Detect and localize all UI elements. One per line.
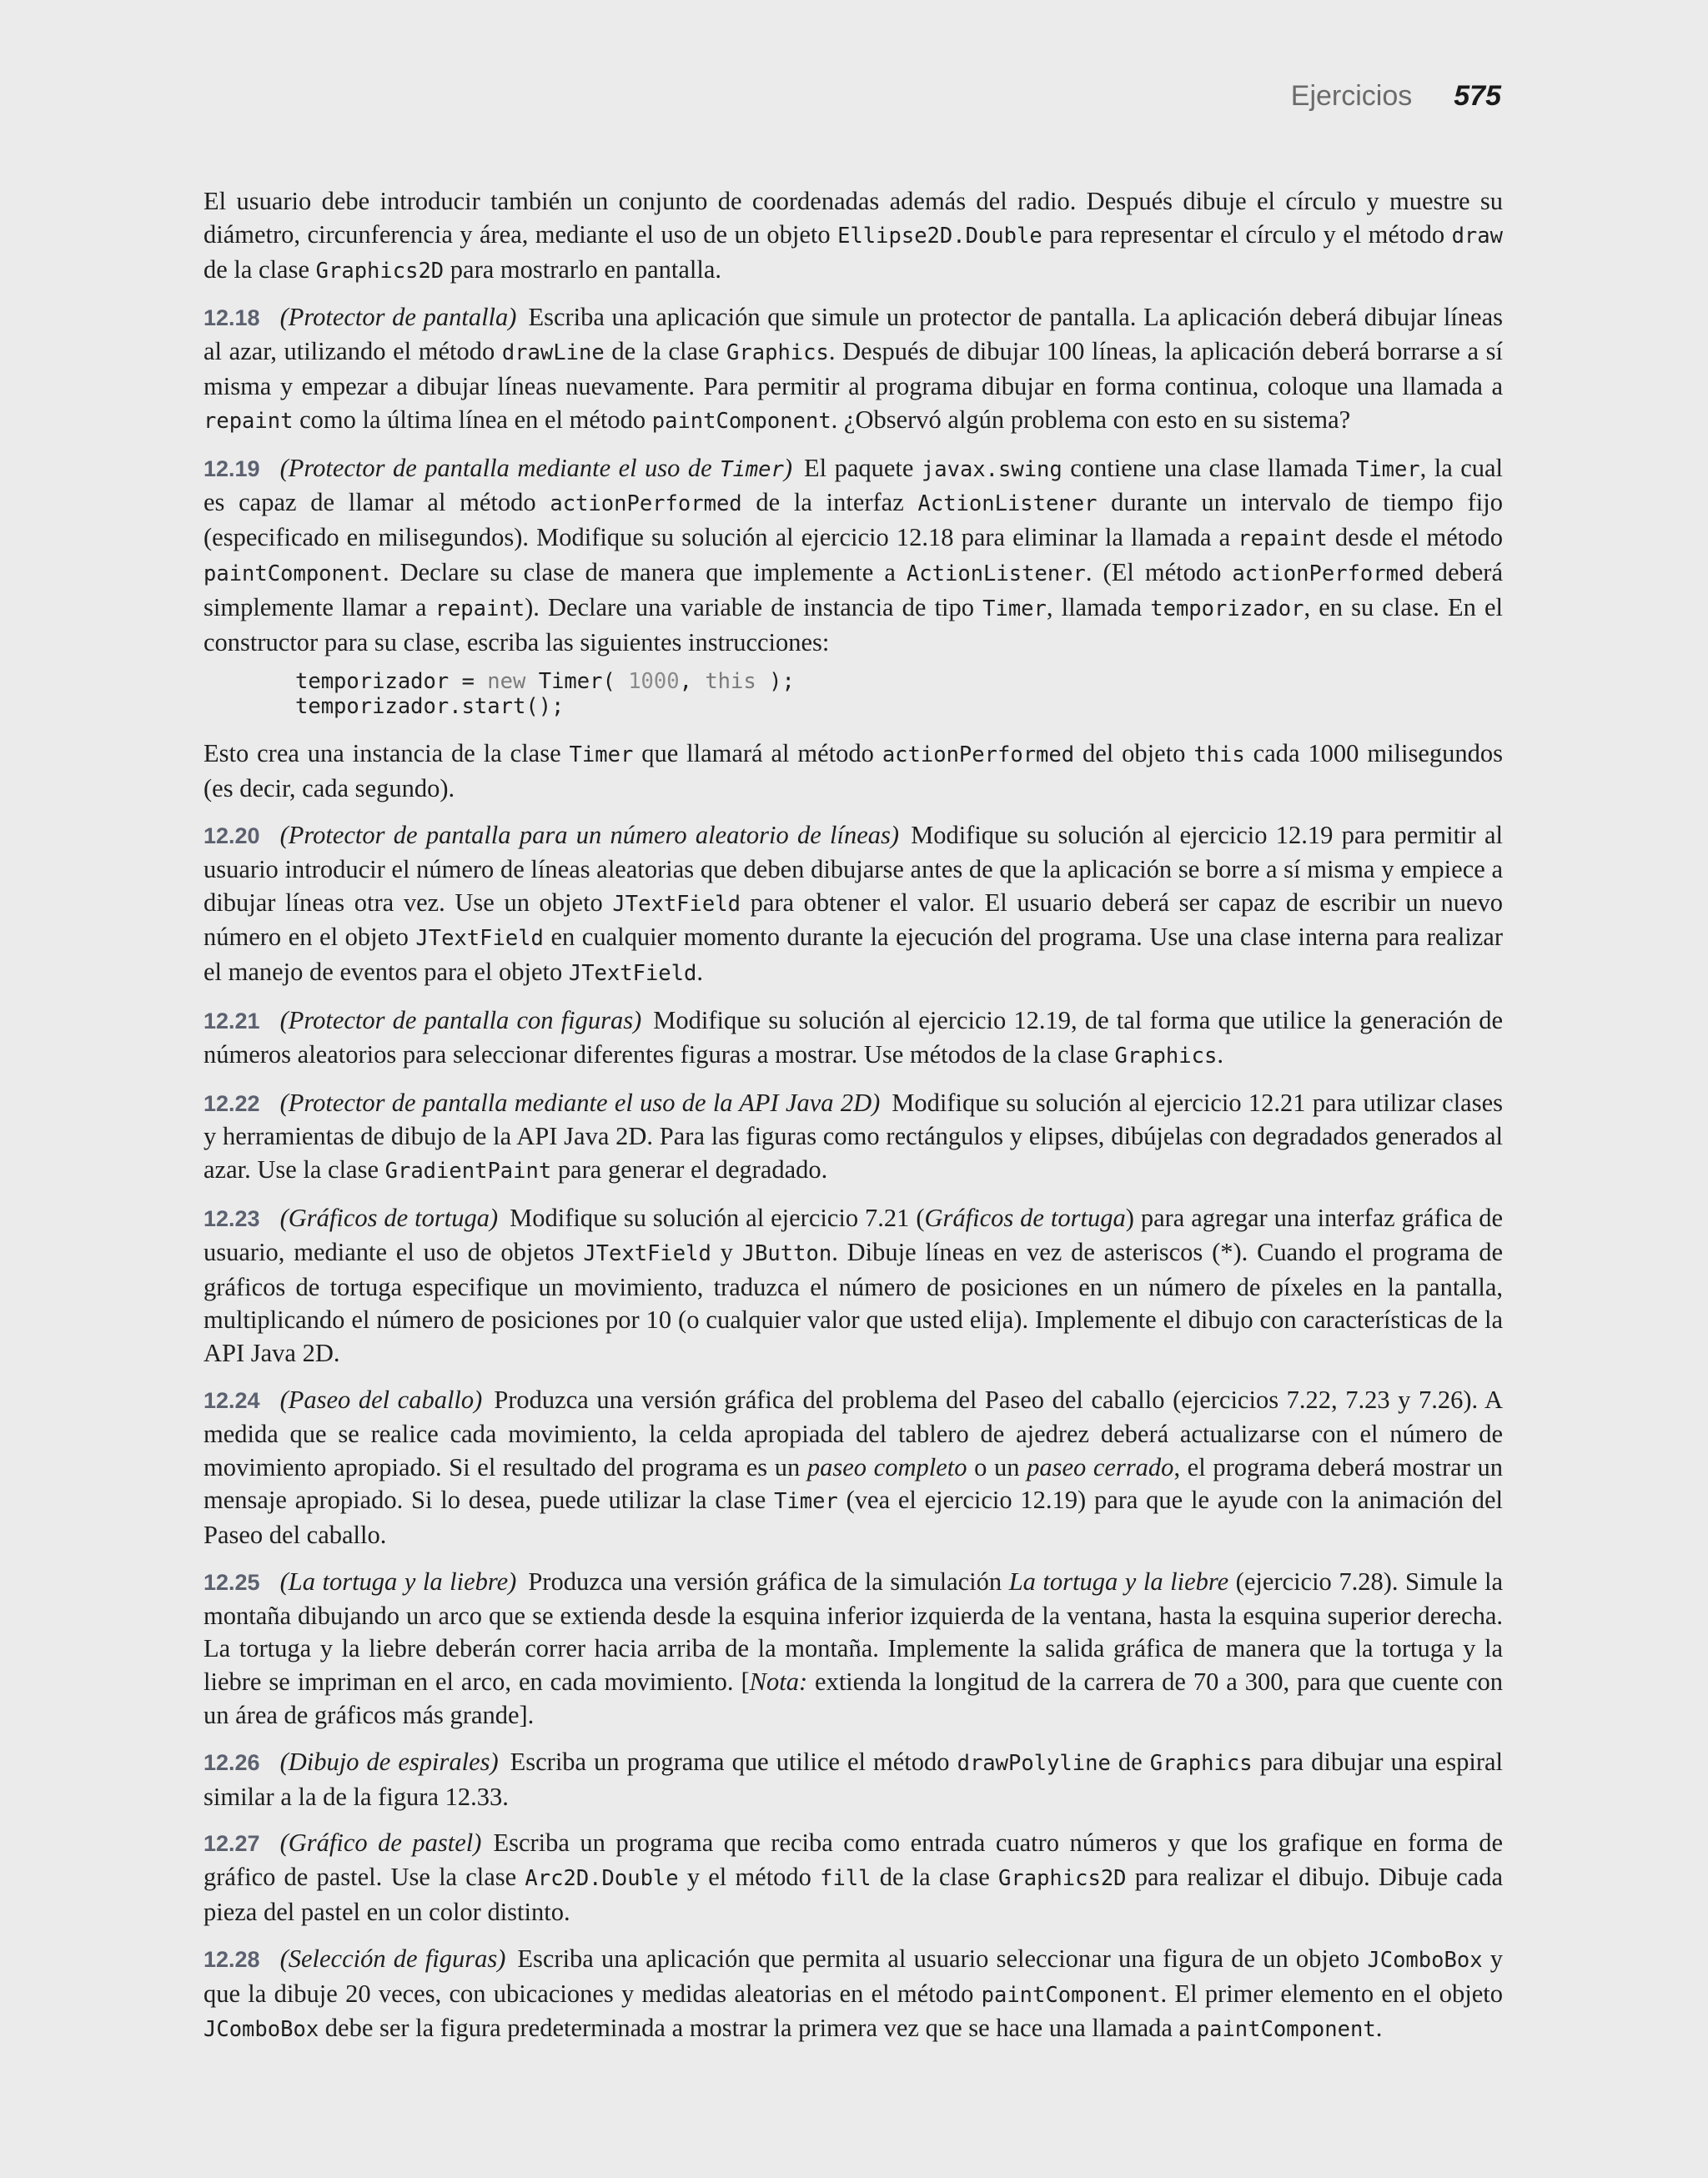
text: en cualquier momento durante la ejecución del programa. Use una clase interna para realizar el manejo de eventos para el objeto bbox=[203, 923, 1503, 987]
text: . bbox=[696, 958, 703, 987]
text: cada 1000 milisegundos (es decir, cada segundo). bbox=[203, 739, 1503, 803]
text: . (El método bbox=[1085, 557, 1233, 586]
exercise-title: (Selección de figuras) bbox=[279, 1944, 506, 1973]
text: o un bbox=[967, 1452, 1027, 1481]
text: Escriba un programa que utilice el método bbox=[510, 1747, 957, 1776]
text: deberá simplemente llamar a bbox=[203, 557, 1504, 621]
exercise-title: (Protector de pantalla para un número aleatorio de líneas) bbox=[279, 820, 900, 849]
text: para generar el degradado. bbox=[551, 1155, 828, 1185]
exercise-title: (Protector de pantalla con figuras) bbox=[279, 1005, 642, 1034]
code-line: temporizador.start(); bbox=[295, 694, 565, 720]
exercise-number: 12.25 bbox=[203, 1569, 260, 1595]
exercise-12-27 bbox=[203, 1827, 1503, 1929]
text: . ¿Observó algún problema con esto en su sistema? bbox=[831, 405, 1351, 434]
text: para dibujar una espiral similar a la de la figura 12.33. bbox=[203, 1747, 1503, 1811]
exercise-title: (Protector de pantalla) bbox=[279, 303, 517, 332]
exercise-12-22 bbox=[203, 1087, 1503, 1189]
exercise-12-23 bbox=[203, 1202, 1503, 1371]
code-term: fill bbox=[820, 1866, 872, 1892]
text: debe ser la figura predeterminada a mostrar la primera vez que se hace una llamada a bbox=[319, 2014, 1197, 2043]
code-term: actionPerformed bbox=[882, 742, 1075, 768]
code-term: JTextField bbox=[612, 891, 741, 917]
text: durante un intervalo de tiempo fijo (especificado en milisegundos). Modifique su solución al ejercicio 12.18 para eliminar la llamada a bbox=[203, 488, 1503, 552]
text: de la clase bbox=[203, 254, 316, 284]
text: que llamará al método bbox=[633, 739, 882, 768]
exercise-title: (Gráfico de pastel) bbox=[279, 1828, 482, 1858]
code-token: , bbox=[679, 669, 706, 695]
code-line bbox=[295, 669, 1503, 694]
text: para representar el círculo y el método bbox=[1042, 219, 1452, 249]
text: extienda la longitud de la carrera de 70 a 300, para que cuente con un área de gráficos más grande]. bbox=[203, 1667, 1503, 1730]
exercise-12-24 bbox=[203, 1384, 1503, 1552]
exercise-number: 12.21 bbox=[203, 1008, 260, 1034]
code-term: paintComponent bbox=[651, 408, 831, 434]
text: ). Declare una variable de instancia de tipo bbox=[525, 592, 983, 621]
intro-paragraph bbox=[203, 185, 1503, 288]
code-literal: 1000 bbox=[628, 669, 680, 695]
text: . bbox=[1375, 2014, 1383, 2043]
code-term: Graphics2D bbox=[315, 258, 445, 284]
italic-term: paseo completo bbox=[806, 1452, 967, 1481]
text: . bbox=[1217, 1039, 1223, 1069]
exercise-title: (Dibujo de espirales) bbox=[279, 1747, 499, 1776]
text: de bbox=[1110, 1747, 1150, 1776]
code-term: paintComponent bbox=[203, 561, 383, 586]
code-term: ActionListener bbox=[906, 561, 1086, 586]
code-term: temporizador bbox=[1150, 596, 1304, 621]
text: . El primer elemento en el objeto bbox=[1160, 1979, 1503, 2008]
text: Produzca una versión gráfica de la simulación bbox=[528, 1567, 1009, 1596]
code-term: Timer bbox=[774, 1489, 838, 1515]
code-keyword: new bbox=[487, 669, 526, 695]
exercise-number: 12.28 bbox=[203, 1946, 260, 1972]
text: , el programa deberá mostrar un mensaje apropiado. Si lo desea, puede utilizar la clase bbox=[203, 1452, 1503, 1515]
text: desde el método bbox=[1327, 523, 1503, 552]
code-term: paintComponent bbox=[981, 1982, 1161, 2008]
exercise-12-28 bbox=[203, 1943, 1503, 2047]
text: Escriba una aplicación que simule un protector de pantalla. La aplicación deberá dibujar líneas al azar, utilizando el método bbox=[203, 303, 1503, 366]
exercise-number: 12.18 bbox=[203, 305, 260, 331]
code-term: JTextField bbox=[415, 926, 544, 952]
code-term: javax.swing bbox=[921, 456, 1062, 482]
code-listing bbox=[295, 669, 1503, 719]
italic-term: Gráficos de tortuga bbox=[924, 1203, 1126, 1232]
text: y bbox=[711, 1237, 742, 1266]
text: de la clase bbox=[871, 1863, 999, 1892]
exercise-title: (La tortuga y la liebre) bbox=[279, 1567, 517, 1596]
code-term: Ellipse2D.Double bbox=[837, 223, 1042, 249]
code-term: JComboBox bbox=[1367, 1947, 1483, 1973]
page-body bbox=[203, 185, 1503, 2060]
code-term: Arc2D.Double bbox=[525, 1866, 679, 1892]
text: y que la dibuje 20 veces, con ubicaciones y medidas aleatorias en el método bbox=[203, 1944, 1503, 2008]
exercise-12-18 bbox=[203, 301, 1503, 438]
title-code: Timer bbox=[720, 456, 784, 482]
exercise-12-21 bbox=[203, 1004, 1503, 1074]
code-term: actionPerformed bbox=[1232, 561, 1424, 586]
text: contiene una clase llamada bbox=[1062, 453, 1356, 482]
text: Modifique su solución al ejercicio 12.19 para permitir al usuario introducir el número de líneas aleatorias que deben dibujarse antes de que la aplicación se borre a sí misma y empiece a dibujar líneas otra vez. Use un objeto bbox=[203, 820, 1503, 917]
exercise-12-19 bbox=[203, 452, 1503, 660]
text: para realizar el dibujo. Dibuje cada pieza del pastel en un color distinto. bbox=[203, 1863, 1503, 1927]
header-section-title: Ejercicios bbox=[1290, 80, 1413, 112]
exercise-number: 12.27 bbox=[203, 1831, 260, 1857]
text: de la interfaz bbox=[741, 488, 918, 517]
text: Escriba una aplicación que permita al usuario seleccionar una figura de un objeto bbox=[517, 1944, 1368, 1973]
italic-term: paseo cerrado bbox=[1027, 1452, 1174, 1481]
exercise-12-20 bbox=[203, 819, 1503, 991]
code-term: drawLine bbox=[501, 340, 605, 366]
text: (vea el ejercicio 12.19) para que le ayude con la animación del Paseo del caballo. bbox=[203, 1486, 1503, 1550]
text: Escriba un programa que reciba como entrada cuatro números y que los grafique en forma de gráfico de pastel. Use la clase bbox=[203, 1828, 1503, 1892]
exercise-number: 12.23 bbox=[203, 1205, 260, 1231]
code-term: repaint bbox=[203, 408, 294, 434]
code-term: JTextField bbox=[568, 961, 697, 987]
exercise-number: 12.19 bbox=[203, 455, 260, 481]
code-token: ); bbox=[756, 669, 795, 695]
code-term: Graphics bbox=[726, 340, 829, 366]
code-term: repaint bbox=[435, 596, 525, 621]
text: como la última línea en el método bbox=[293, 405, 652, 434]
title-text: ) bbox=[783, 453, 793, 482]
exercise-title: (Protector de pantalla mediante el uso de la API Java 2D) bbox=[279, 1088, 881, 1117]
text: . Dibuje líneas en vez de asteriscos (*). Cuando el programa de gráficos de tortuga especifique un movimiento, traduzca el número de posiciones en un número de píxeles en la pantalla, multiplicando el número de posiciones por 10 (o cualquier valor que usted elija). Implemente el dibujo con características de la API Java 2D. bbox=[203, 1237, 1504, 1368]
code-token: Timer( bbox=[525, 669, 629, 695]
code-term: Timer bbox=[982, 596, 1047, 621]
code-term: drawPolyline bbox=[957, 1750, 1111, 1776]
text: . Declare su clase de manera que implemente a bbox=[382, 557, 907, 586]
text: El usuario debe introducir también un conjunto de coordenadas además del radio. Después dibuje el círculo y muestre su diámetro, circunferencia y área, mediante el uso de un objeto bbox=[203, 187, 1503, 249]
text: y el método bbox=[678, 1863, 821, 1892]
code-term: Timer bbox=[1355, 456, 1420, 482]
code-term: GradientPaint bbox=[384, 1159, 552, 1185]
text: Modifique su solución al ejercicio 12.19, de tal forma que utilice la generación de números aleatorios para seleccionar diferentes figuras a mostrar. Use métodos de la clase bbox=[203, 1005, 1503, 1069]
text: para mostrarlo en pantalla. bbox=[444, 254, 721, 284]
italic-term: La tortuga y la liebre bbox=[1008, 1567, 1229, 1596]
exercise-12-25 bbox=[203, 1566, 1503, 1733]
text: Modifique su solución al ejercicio 12.21 para utilizar clases y herramientas de dibujo de la API Java 2D. Para las figuras como rectángulos y elipses, dibújelas con degradados generados al azar. Use la clase bbox=[203, 1088, 1503, 1185]
code-token: temporizador = bbox=[295, 669, 488, 695]
exercise-number: 12.24 bbox=[203, 1387, 260, 1413]
exercise-12-26 bbox=[203, 1746, 1503, 1814]
code-term: actionPerformed bbox=[550, 491, 742, 517]
exercise-number: 12.26 bbox=[203, 1749, 260, 1775]
text: Esto crea una instancia de la clase bbox=[203, 739, 570, 768]
exercise-number: 12.20 bbox=[203, 822, 260, 848]
running-header bbox=[1291, 80, 1501, 120]
exercise-12-19-continuation bbox=[203, 737, 1503, 806]
code-term: ActionListener bbox=[917, 491, 1098, 517]
code-term: Graphics bbox=[1114, 1043, 1218, 1069]
text: ) para agregar una interfaz gráfica de usuario, mediante el uso de objetos bbox=[203, 1203, 1504, 1266]
title-text: (Protector de pantalla mediante el uso de bbox=[279, 453, 721, 482]
exercise-number: 12.22 bbox=[203, 1090, 260, 1116]
code-term: paintComponent bbox=[1196, 2017, 1376, 2043]
code-term: draw bbox=[1451, 223, 1503, 249]
code-term: Timer bbox=[569, 742, 634, 768]
code-keyword: this bbox=[705, 669, 756, 695]
text: para obtener el valor. El usuario deberá ser capaz de escribir un nuevo número en el objeto bbox=[203, 888, 1503, 952]
text: del objeto bbox=[1074, 739, 1194, 768]
code-term: JButton bbox=[741, 1240, 832, 1266]
text: Modifique su solución al ejercicio 7.21 ( bbox=[510, 1203, 925, 1232]
page-number: 575 bbox=[1454, 80, 1501, 112]
text: , en su clase. En el constructor para su clase, escriba las siguientes instrucciones: bbox=[203, 592, 1503, 656]
italic-term: Nota: bbox=[749, 1667, 808, 1697]
code-term: JTextField bbox=[583, 1240, 711, 1266]
text: , llamada bbox=[1046, 592, 1151, 621]
code-term: repaint bbox=[1238, 526, 1328, 552]
text: . Después de dibujar 100 líneas, la aplicación deberá borrarse a sí misma y empezar a dibujar líneas nuevamente. Para permitir al programa dibujar en forma continua, coloque una llamada a bbox=[203, 337, 1503, 400]
text: El paquete bbox=[804, 453, 922, 482]
text: de la clase bbox=[604, 337, 727, 366]
text: Produzca una versión gráfica del problema del Paseo del caballo (ejercicios 7.22, 7.23 y 7.26). A medida que se realice cada movimiento, la celda apropiada del tablero de ajedrez deberá actualizarse con el número de movimiento apropiado. Si el resultado del programa es un bbox=[203, 1385, 1504, 1481]
code-term: Graphics2D bbox=[998, 1866, 1127, 1892]
text: , la cual es capaz de llamar al método bbox=[203, 453, 1503, 517]
code-term: this bbox=[1193, 742, 1245, 768]
text: (ejercicio 7.28). Simule la montaña dibujando un arco que se extienda desde la esquina inferior izquierda de la ventana, hasta la esquina superior derecha. La tortuga y la liebre deberán correr hacia arriba de la montaña. Implemente la salida gráfica de manera que la tortuga y la liebre se impriman en el arco, en cada movimiento. [ bbox=[203, 1567, 1504, 1697]
exercise-title: (Gráficos de tortuga) bbox=[279, 1203, 499, 1232]
exercise-title bbox=[280, 454, 792, 482]
exercise-title: (Paseo del caballo) bbox=[279, 1385, 483, 1414]
code-term: JComboBox bbox=[203, 2017, 319, 2043]
code-term: Graphics bbox=[1149, 1750, 1253, 1776]
